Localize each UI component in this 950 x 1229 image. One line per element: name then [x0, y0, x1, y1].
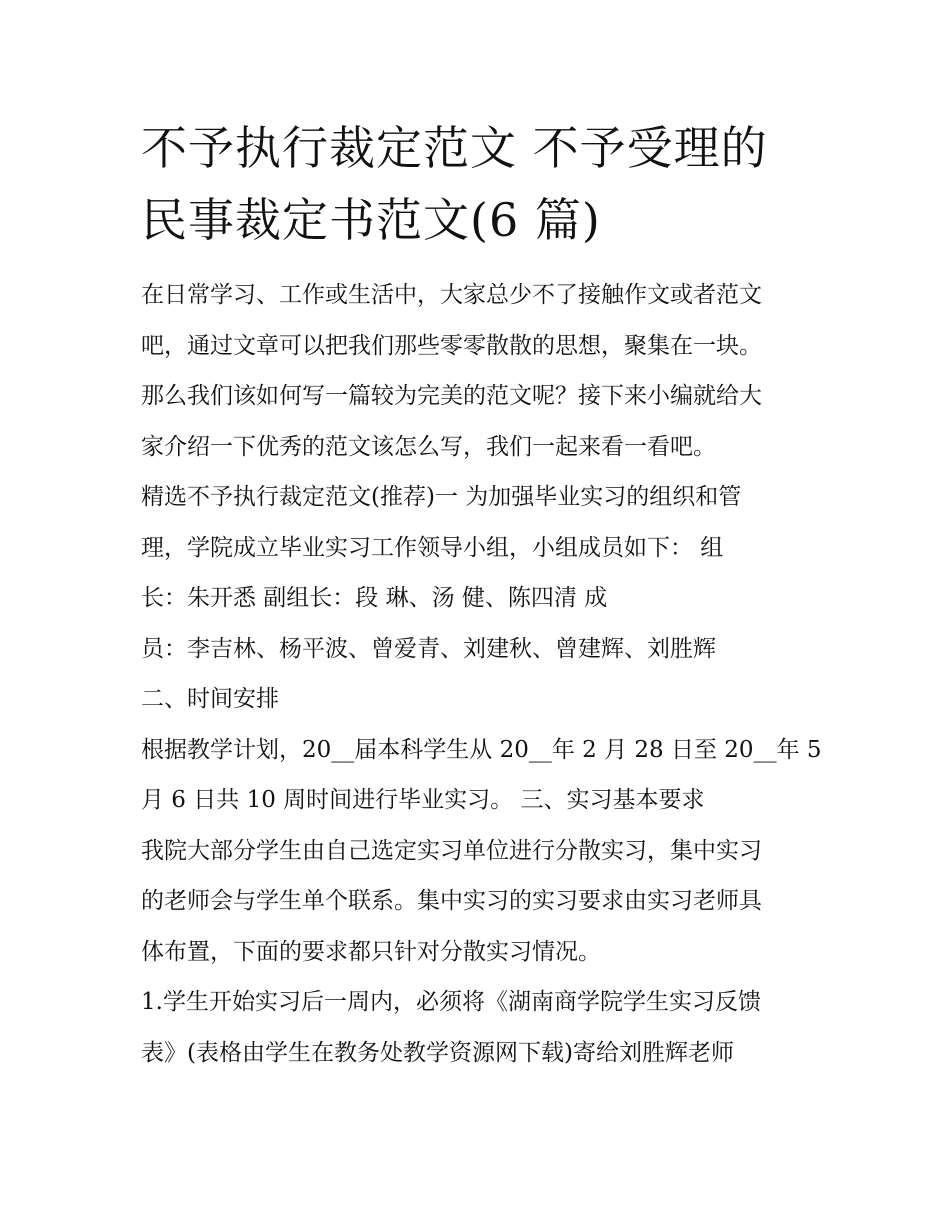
intro-paragraph	[141, 270, 821, 472]
text-line: 表》(表格由学生在教务处教学资源网下载)寄给刘胜辉老师	[141, 1039, 734, 1066]
leadership-paragraph	[141, 472, 821, 674]
text-line: 的老师会与学生单个联系。集中实习的实习要求由实习老师具	[141, 888, 762, 914]
text-line: 精选不予执行裁定范文(推荐)一 为加强毕业实习的组织和管	[141, 484, 742, 510]
text-line: 根据教学计划，20__届本科学生从 20__年 2 月 28 日至 20__年 5	[141, 736, 822, 763]
text-line: 体布置，下面的要求都只针对分散实习情况。	[141, 938, 601, 965]
text-line: 长：朱开悉 副组长：段 琳、汤 健、陈四清 成	[141, 585, 608, 611]
text-line: 那么我们该如何写一篇较为完美的范文呢？接下来小编就给大	[141, 383, 762, 409]
text-line: 月 6 日共 10 周时间进行毕业实习。 三、实习基本要求	[141, 787, 705, 813]
text-line: 理，学院成立毕业实习工作领导小组，小组成员如下： 组	[141, 534, 724, 561]
requirements-paragraph	[141, 826, 821, 978]
numbered-item-paragraph	[141, 977, 821, 1078]
text-line: 我院大部分学生由自己选定实习单位进行分散实习，集中实习	[141, 837, 762, 864]
text-line: 1.学生开始实习后一周内，必须将《湖南商学院学生实习反馈	[141, 989, 761, 1015]
text-line: 二、时间安排	[141, 686, 279, 712]
document-page	[141, 112, 821, 1078]
section-heading	[141, 674, 821, 725]
text-line: 在日常学习、工作或生活中，大家总少不了接触作文或者范文	[141, 282, 762, 308]
title-line: 民事裁定书范文(6 篇)	[141, 193, 601, 247]
text-line: 吧，通过文章可以把我们那些零零散散的思想，聚集在一块。	[141, 332, 762, 359]
text-line: 员：李吉林、杨平波、曾爱青、刘建秋、曾建辉、刘胜辉	[141, 635, 716, 662]
document-title	[141, 112, 821, 256]
schedule-paragraph	[141, 725, 821, 826]
title-line: 不予执行裁定范文 不予受理的	[141, 121, 768, 175]
text-line: 家介绍一下优秀的范文该怎么写，我们一起来看一看吧。	[141, 433, 716, 460]
